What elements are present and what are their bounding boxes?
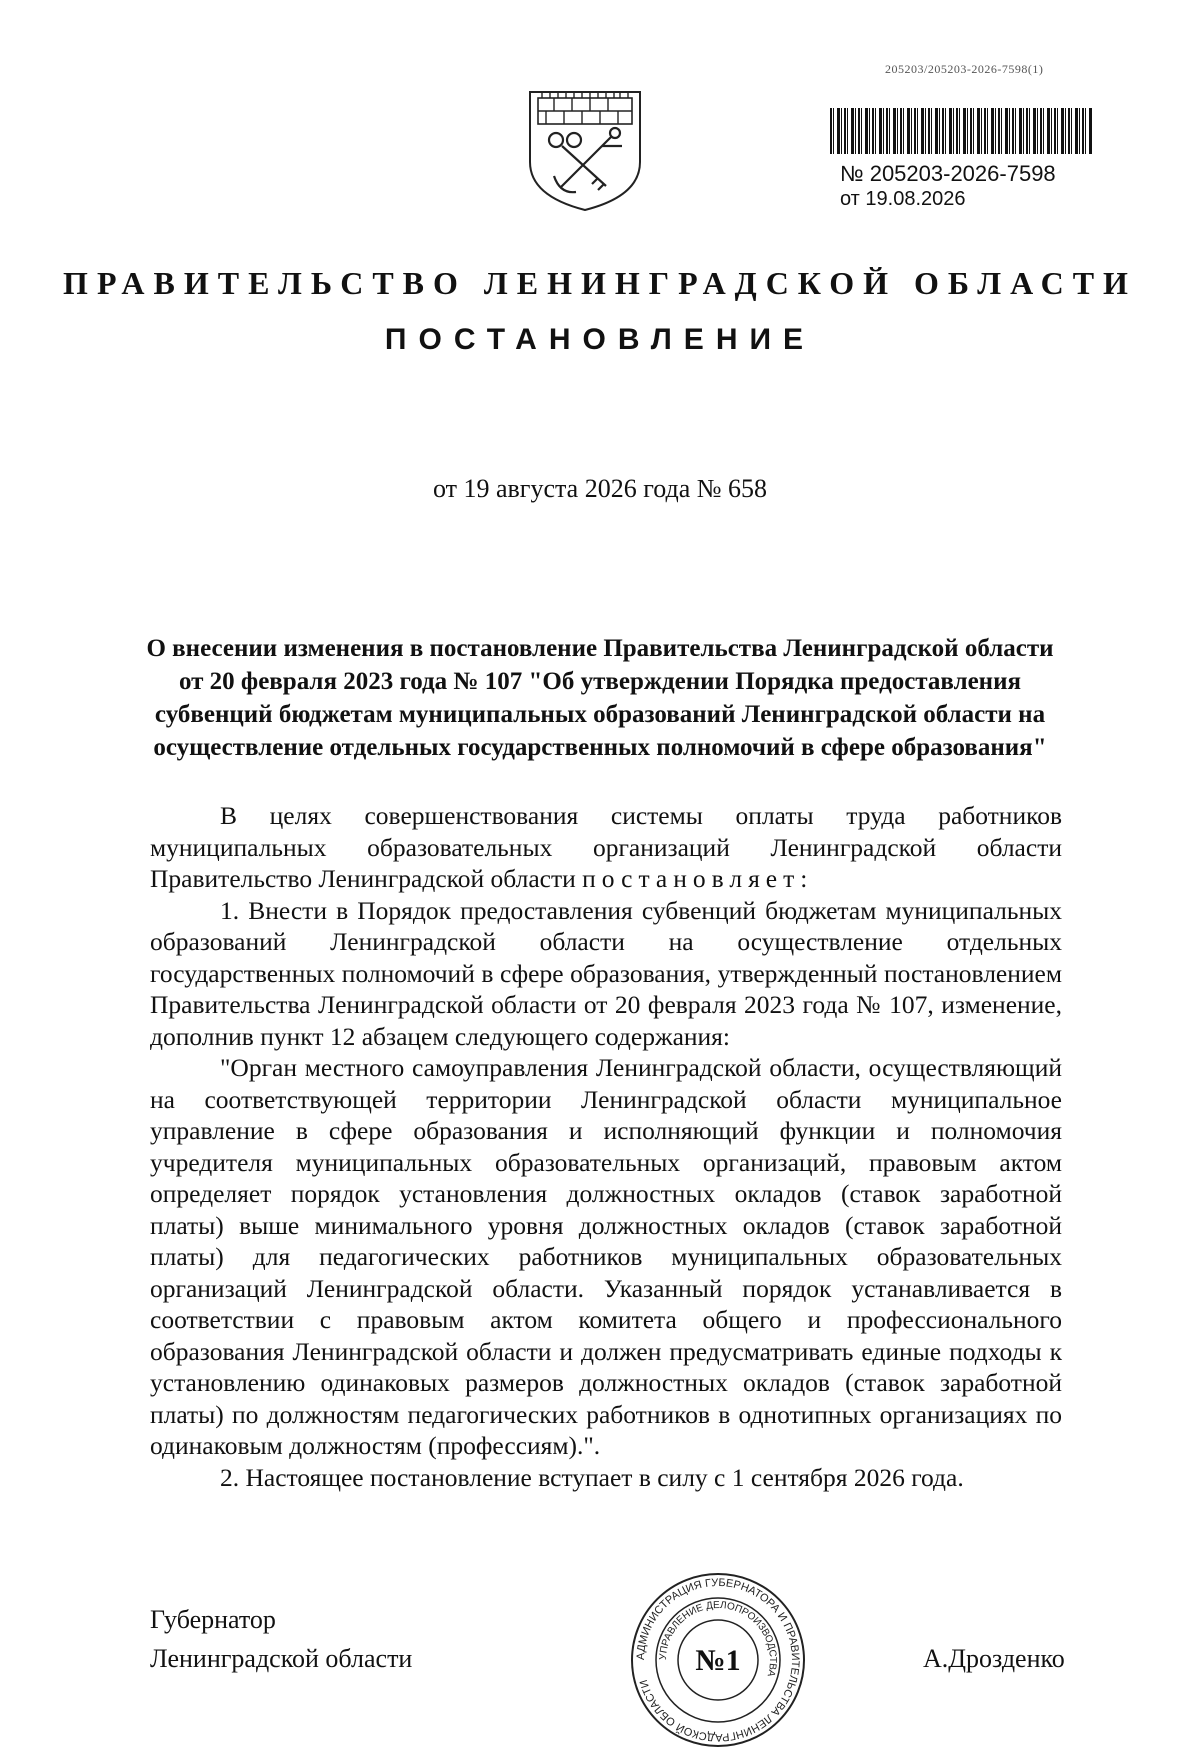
intro-verb: постановляет: xyxy=(582,864,814,893)
stamp-seal xyxy=(628,1570,808,1750)
document-barcode xyxy=(830,108,1092,154)
resolution-body xyxy=(150,800,1062,1493)
stamp-inner-text: УПРАВЛЕНИЕ ДЕЛОПРОИЗВОДСТВА xyxy=(657,1599,779,1678)
intro-paragraph xyxy=(150,800,1062,895)
document-ref-code: 205203/205203-2026-7598(1) xyxy=(885,62,1044,76)
government-title: ПРАВИТЕЛЬСТВО ЛЕНИНГРАДСКОЙ ОБЛАСТИ xyxy=(63,265,1137,301)
signatory-position-line1: Губернатор xyxy=(150,1605,276,1634)
item-1-paragraph: 1. Внести в Порядок предоставления субвенций бюджетам муниципальных образований Ленинградской области на осуществление отдельных государственных полномочий в сфере образования, утвержденный постановлением Правительства Ленинградской области от 20 февраля 2023 года № 107, изменение, дополнив пункт 12 абзацем следующего содержания: xyxy=(150,895,1062,1051)
item-2-paragraph: 2. Настоящее постановление вступает в силу с 1 сентября 2026 года. xyxy=(220,1462,964,1492)
signatory-position-line2: Ленинградской области xyxy=(150,1644,413,1673)
registration-date: от 19.08.2026 xyxy=(840,188,966,210)
quoted-paragraph: "Орган местного самоуправления Ленинградской области, осуществляющий на соответствующей территории Ленинградской области муниципальное управление в сфере образования и исполняющий функции и полномочия учредителя муниципальных образовательных организаций, правовым актом определяет порядок установления должностных окладов (ставок заработной платы) выше минимального уровня должностных окладов (ставок заработной платы) для педагогических работников муниципальных образовательных организаций Ленинградской области. Указанный порядок устанавливается в соответствии с правовым актом комитета общего и профессионального образования Ленинградской области и должен предусматривать единые подходы к установлению одинаковых размеров должностных окладов (ставок заработной платы) по должностям педагогических работников в однотипных организациях по одинаковым должностям (профессиям).". xyxy=(150,1053,1062,1460)
signatory-name: А.Дрозденко xyxy=(923,1644,1065,1673)
registration-number: № 205203-2026-7598 xyxy=(840,161,1056,186)
official-stamp xyxy=(628,1570,808,1744)
coat-of-arms-emblem xyxy=(520,84,650,214)
stamp-ring-text: АДМИНИСТРАЦИЯ ГУБЕРНАТОРА И ПРАВИТЕЛЬСТВА ЛЕНИНГРАДСКОЙ ОБЛАСТИ xyxy=(634,1576,802,1744)
intro-text: В целях совершенствования системы оплаты труда работников муниципальных образовательных организаций Ленинградской области Правительство Ленинградской области xyxy=(150,801,1062,893)
resolution-date-number: от 19 августа 2026 года № 658 xyxy=(432,474,768,503)
stamp-number: №1 xyxy=(695,1644,741,1677)
document-type-title: ПОСТАНОВЛЕНИЕ xyxy=(384,323,816,356)
resolution-heading: О внесении изменения в постановление Правительства Ленинградской области от 20 февраля 2023 года № 107 "Об утверждении Порядка предоставления субвенций бюджетам муниципальных образований Ленинградской области на осуществление отдельных государственных полномочий в сфере образования" xyxy=(146,635,1054,761)
